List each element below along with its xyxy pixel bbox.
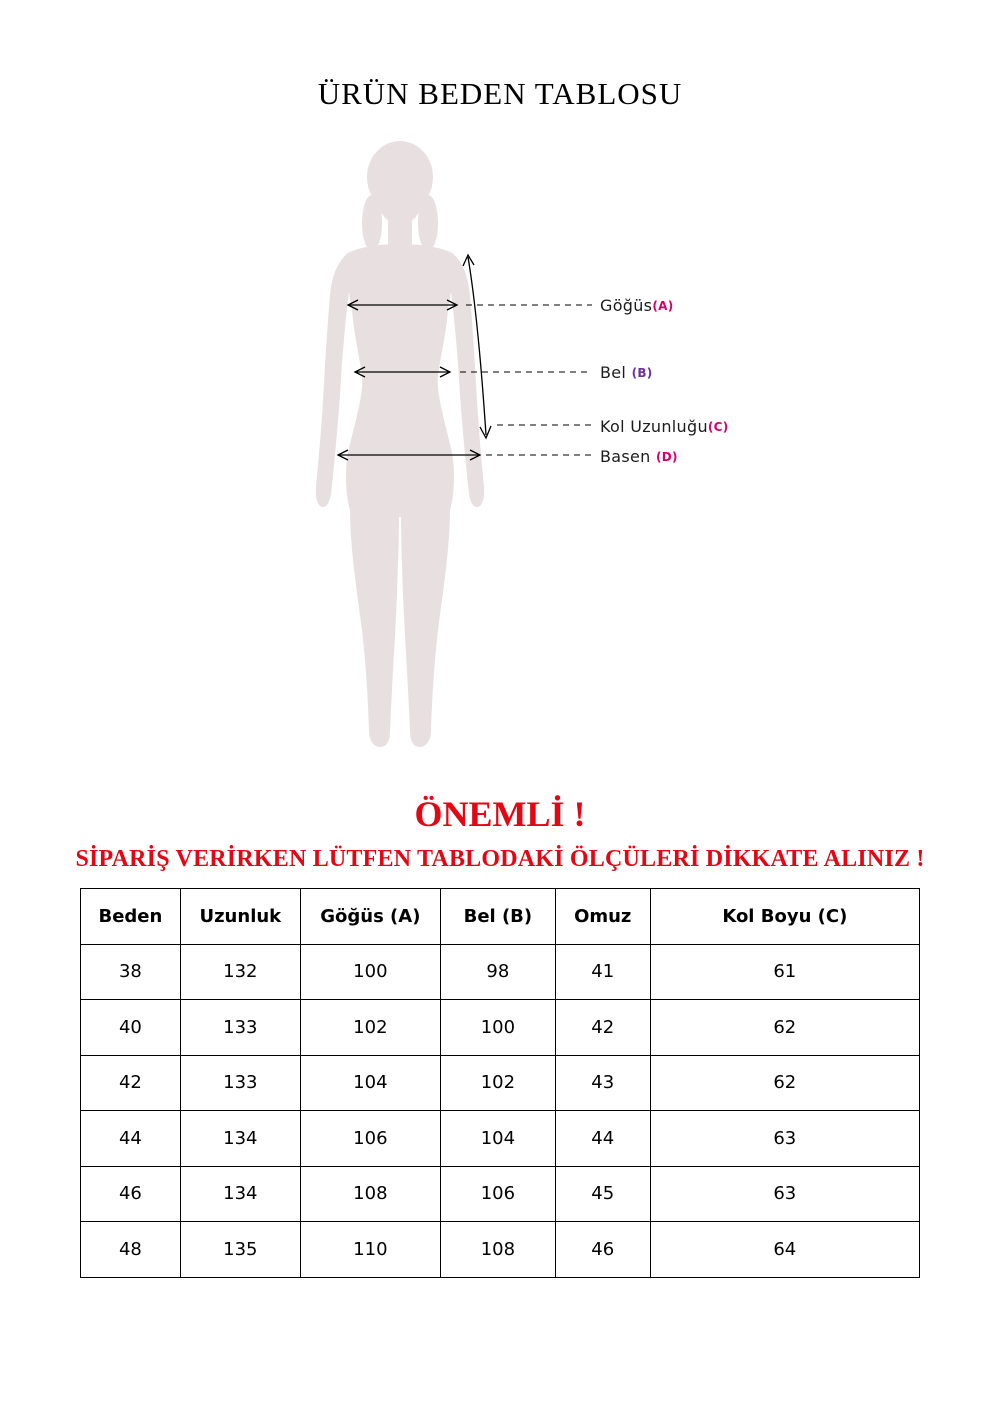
table-cell: 63 [650,1111,919,1167]
chest-label-text: Göğüs [600,296,653,315]
waist-label-code: (B) [631,366,653,380]
table-cell: 98 [440,944,555,1000]
table-row [81,1222,920,1278]
col-header-gogus: Göğüs (A) [300,889,440,945]
table-cell: 43 [555,1055,650,1111]
hips-label-code: (D) [656,450,678,464]
table-cell: 46 [555,1222,650,1278]
col-header-bel: Bel (B) [440,889,555,945]
table-cell: 62 [650,1055,919,1111]
hips-label [600,447,678,466]
arm-length-label-code: (C) [707,420,729,434]
table-cell: 41 [555,944,650,1000]
table-cell: 42 [81,1055,181,1111]
table-cell: 106 [300,1111,440,1167]
table-cell: 48 [81,1222,181,1278]
body-silhouette-diagram [280,135,780,765]
arm-length-label [600,417,729,436]
col-header-uzunluk: Uzunluk [180,889,300,945]
body-silhouette [316,141,484,747]
page-title: ÜRÜN BEDEN TABLOSU [317,76,683,111]
table-cell: 45 [555,1166,650,1222]
order-warning-text: SİPARİŞ VERİRKEN LÜTFEN TABLODAKİ ÖLÇÜLERİ DİKKATE ALINIZ ! [75,846,925,872]
table-cell: 104 [440,1111,555,1167]
table-header-row [81,889,920,945]
table-cell: 63 [650,1166,919,1222]
table-cell: 133 [180,1055,300,1111]
table-cell: 100 [440,1000,555,1056]
table-cell: 133 [180,1000,300,1056]
table-cell: 40 [81,1000,181,1056]
size-table [80,888,920,1278]
table-cell: 106 [440,1166,555,1222]
table-cell: 102 [300,1000,440,1056]
table-cell: 44 [555,1111,650,1167]
table-row [81,1166,920,1222]
arm-length-label-text: Kol Uzunluğu [600,417,708,436]
table-row [81,1000,920,1056]
hips-label-text: Basen [600,447,656,466]
chest-label [600,296,673,315]
table-cell: 102 [440,1055,555,1111]
table-cell: 108 [300,1166,440,1222]
table-cell: 38 [81,944,181,1000]
table-cell: 61 [650,944,919,1000]
waist-label-text: Bel [600,363,632,382]
table-cell: 44 [81,1111,181,1167]
waist-label [600,363,653,382]
arm-length-measure-arrow [463,255,592,438]
table-cell: 100 [300,944,440,1000]
table-cell: 132 [180,944,300,1000]
table-cell: 46 [81,1166,181,1222]
table-cell: 134 [180,1166,300,1222]
col-header-omuz: Omuz [555,889,650,945]
table-row [81,1111,920,1167]
table-cell: 104 [300,1055,440,1111]
table-cell: 110 [300,1222,440,1278]
chest-label-code: (A) [652,299,674,313]
table-cell: 64 [650,1222,919,1278]
important-heading: ÖNEMLİ ! [414,794,586,834]
table-cell: 62 [650,1000,919,1056]
table-cell: 108 [440,1222,555,1278]
table-cell: 135 [180,1222,300,1278]
table-row [81,1055,920,1111]
col-header-kol-boyu: Kol Boyu (C) [650,889,919,945]
table-row [81,944,920,1000]
table-cell: 42 [555,1000,650,1056]
col-header-beden: Beden [81,889,181,945]
table-cell: 134 [180,1111,300,1167]
